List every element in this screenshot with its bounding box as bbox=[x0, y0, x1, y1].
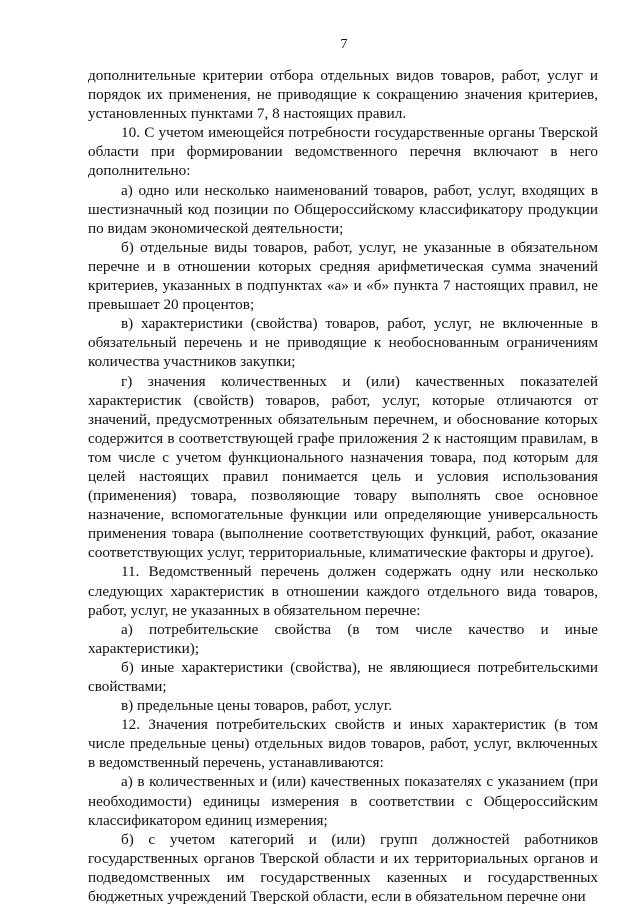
paragraph-item-11-b: б) иные характеристики (свойства), не являющиеся потребительскими свойствами; bbox=[88, 658, 598, 695]
paragraph-item-10-a: а) одно или несколько наименований товаров, работ, услуг, входящих в шестизначный код позиции по Общероссийскому классификатору продукции по видам экономической деятельности; bbox=[88, 181, 598, 237]
paragraph-item-12-b: б) с учетом категорий и (или) групп должностей работников государственных органов Тверской области и их территориальных органов и подведомственных им государственных казенных и государственных бюджетных учреждений Тверской области, если в обязательном перечне они bbox=[88, 830, 598, 906]
paragraph-item-11-v: в) предельные цены товаров, работ, услуг. bbox=[121, 697, 393, 715]
paragraph-item-10-v: в) характеристики (свойства) товаров, работ, услуг, не включенные в обязательный перечень и не приводящие к необоснованным ограничениям количества участников закупки; bbox=[88, 315, 598, 371]
paragraph-item-11-a: а) потребительские свойства (в том числе качество и иные характеристики); bbox=[88, 620, 598, 657]
paragraph-continuation: дополнительные критерии отбора отдельных видов товаров, работ, услуг и порядок их применения, не приводящие к сокращению значения критериев, установленных пунктами 7, 8 настоящих правил. bbox=[88, 67, 598, 123]
paragraph-item-10: 10. С учетом имеющейся потребности государственные органы Тверской области при формировании ведомственного перечня включают в него дополнительно: bbox=[88, 124, 598, 180]
paragraph-item-12: 12. Значения потребительских свойств и иных характеристик (в том числе предельные цены) отдельных видов товаров, работ, услуг, включенных в ведомственный перечень, устанавливаются: bbox=[88, 716, 598, 772]
paragraph-item-10-b: б) отдельные виды товаров, работ, услуг, не указанные в обязательном перечне и в отношении которых средняя арифметическая сумма значений критериев, указанных в подпунктах «а» и «б» пункта 7 настоящих правил, не превышает 20 процентов; bbox=[88, 238, 598, 314]
paragraph-item-12-a: а) в количественных и (или) качественных показателях с указанием (при необходимости) единицы измерения в соответствии с Общероссийским классификатором единиц измерения; bbox=[88, 773, 598, 829]
paragraph-item-10-g: г) значения количественных и (или) качественных показателей характеристик (свойств) товаров, работ, услуг, которые отличаются от значений, предусмотренных обязательным перечнем, и обоснование которых содержится в соответствующей графе приложения 2 к настоящим правилам, в том числе с учетом функционального назначения товара, под которым для целей настоящих правил понимается цель и условия использования (применения) товара, позволяющие товару выполнять свое основное назначение, вспомогательные функции или определяющие универсальность применения товара (выполнение соответствующих функций, работ, оказание соответствующих услуг, территориальные, климатические факторы и другое). bbox=[88, 372, 598, 562]
document-body bbox=[88, 66, 598, 906]
paragraph-item-11: 11. Ведомственный перечень должен содержать одну или несколько следующих характеристик в отношении каждого отдельного вида товаров, работ, услуг, не указанных в обязательном перечне: bbox=[88, 563, 598, 619]
page-number: 7 bbox=[340, 37, 348, 52]
